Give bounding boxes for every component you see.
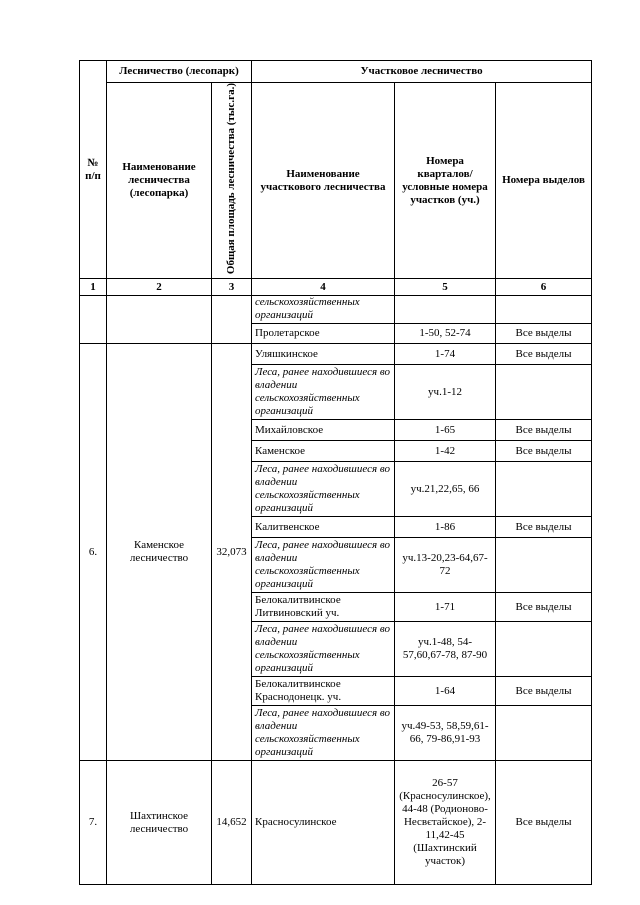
kvartaly-cell: 1-64: [395, 677, 496, 706]
header-num: № п/п: [80, 61, 107, 279]
uchastkovoe-name: Леса, ранее находившиеся во владении сельскохозяйственных организаций: [252, 622, 395, 677]
col-number: 3: [212, 279, 252, 296]
vydely-cell: Все выделы: [496, 344, 592, 365]
header-area: [212, 83, 252, 279]
kvartaly-cell: 1-74: [395, 344, 496, 365]
kvartaly-cell: 1-50, 52-74: [395, 324, 496, 344]
kvartaly-cell: уч.13-20,23-64,67-72: [395, 538, 496, 593]
header-vydely: Номера выделов: [496, 83, 592, 279]
col-number: 1: [80, 279, 107, 296]
vydely-cell: Все выделы: [496, 441, 592, 462]
header-area-label: Общая площадь лесничества (тыс.га.): [225, 83, 237, 275]
kvartaly-cell: 1-71: [395, 593, 496, 622]
vydely-cell: Все выделы: [496, 324, 592, 344]
kvartaly-cell: уч.1-12: [395, 365, 496, 420]
empty-area-cell: [212, 296, 252, 344]
empty-num-cell: [80, 296, 107, 344]
kvartaly-cell: уч.1-48, 54-57,60,67-78, 87-90: [395, 622, 496, 677]
uchastkovoe-name: Калитвенское: [252, 517, 395, 538]
header-lesnichestvo-group: Лесничество (лесопарк): [107, 61, 252, 83]
empty-name-cell: [107, 296, 212, 344]
lesnichestvo-num: 7.: [80, 761, 107, 885]
kvartaly-cell: [395, 296, 496, 324]
uchastkovoe-name: Уляшкинское: [252, 344, 395, 365]
uchastkovoe-name: Белокалитвинское Краснодонецк. уч.: [252, 677, 395, 706]
uchastkovoe-name: Пролетарское: [252, 324, 395, 344]
column-number-row: [80, 279, 592, 296]
vydely-cell: [496, 296, 592, 324]
uchastkovoe-name: Леса, ранее находившиеся во владении сельскохозяйственных организаций: [252, 462, 395, 517]
kvartaly-cell: уч.49-53, 58,59,61-66, 79-86,91-93: [395, 706, 496, 761]
uchastkovoe-name: Красносулинское: [252, 761, 395, 885]
uchastkovoe-name: Каменское: [252, 441, 395, 462]
header-uchastkovoe-group: Участковое лесничество: [252, 61, 592, 83]
kvartaly-cell: 1-42: [395, 441, 496, 462]
vydely-cell: Все выделы: [496, 420, 592, 441]
lesnichestvo-area: 32,073: [212, 344, 252, 761]
forestry-table: [79, 60, 592, 885]
header-name-lesnichestva: Наименование лесничества (лесопарка): [107, 83, 212, 279]
vydely-cell: [496, 622, 592, 677]
table-row: [80, 344, 592, 365]
uchastkovoe-name: Леса, ранее находившиеся во владении сельскохозяйственных организаций: [252, 365, 395, 420]
col-number: 6: [496, 279, 592, 296]
header-name-uchastkovogo: Наименование участкового лесничества: [252, 83, 395, 279]
kvartaly-cell: 26-57 (Красносулинское), 44-48 (Родионово-Несвєтайское), 2-11,42-45 (Шахтинский участок): [395, 761, 496, 885]
uchastkovoe-name: Леса, ранее находившиеся во владении сельскохозяйственных организаций: [252, 706, 395, 761]
uchastkovoe-name: сельскохозяйственных организаций: [252, 296, 395, 324]
vydely-cell: [496, 538, 592, 593]
table-row: [80, 761, 592, 885]
col-number: 5: [395, 279, 496, 296]
vydely-cell: Все выделы: [496, 517, 592, 538]
vydely-cell: [496, 462, 592, 517]
vydely-cell: Все выделы: [496, 677, 592, 706]
col-number: 4: [252, 279, 395, 296]
vydely-cell: Все выделы: [496, 593, 592, 622]
kvartaly-cell: 1-65: [395, 420, 496, 441]
kvartaly-cell: уч.21,22,65, 66: [395, 462, 496, 517]
vydely-cell: [496, 365, 592, 420]
uchastkovoe-name: Михайловское: [252, 420, 395, 441]
lesnichestvo-area: 14,652: [212, 761, 252, 885]
uchastkovoe-name: Белокалитвинское Литвиновский уч.: [252, 593, 395, 622]
header-kvartaly: Номера кварталов/ условные номера участков (уч.): [395, 83, 496, 279]
uchastkovoe-name: Леса, ранее находившиеся во владении сельскохозяйственных организаций: [252, 538, 395, 593]
lesnichestvo-name: Каменское лесничество: [107, 344, 212, 761]
lesnichestvo-num: 6.: [80, 344, 107, 761]
table-row: [80, 296, 592, 324]
kvartaly-cell: 1-86: [395, 517, 496, 538]
col-number: 2: [107, 279, 212, 296]
vydely-cell: [496, 706, 592, 761]
vydely-cell: Все выделы: [496, 761, 592, 885]
lesnichestvo-name: Шахтинское лесничество: [107, 761, 212, 885]
